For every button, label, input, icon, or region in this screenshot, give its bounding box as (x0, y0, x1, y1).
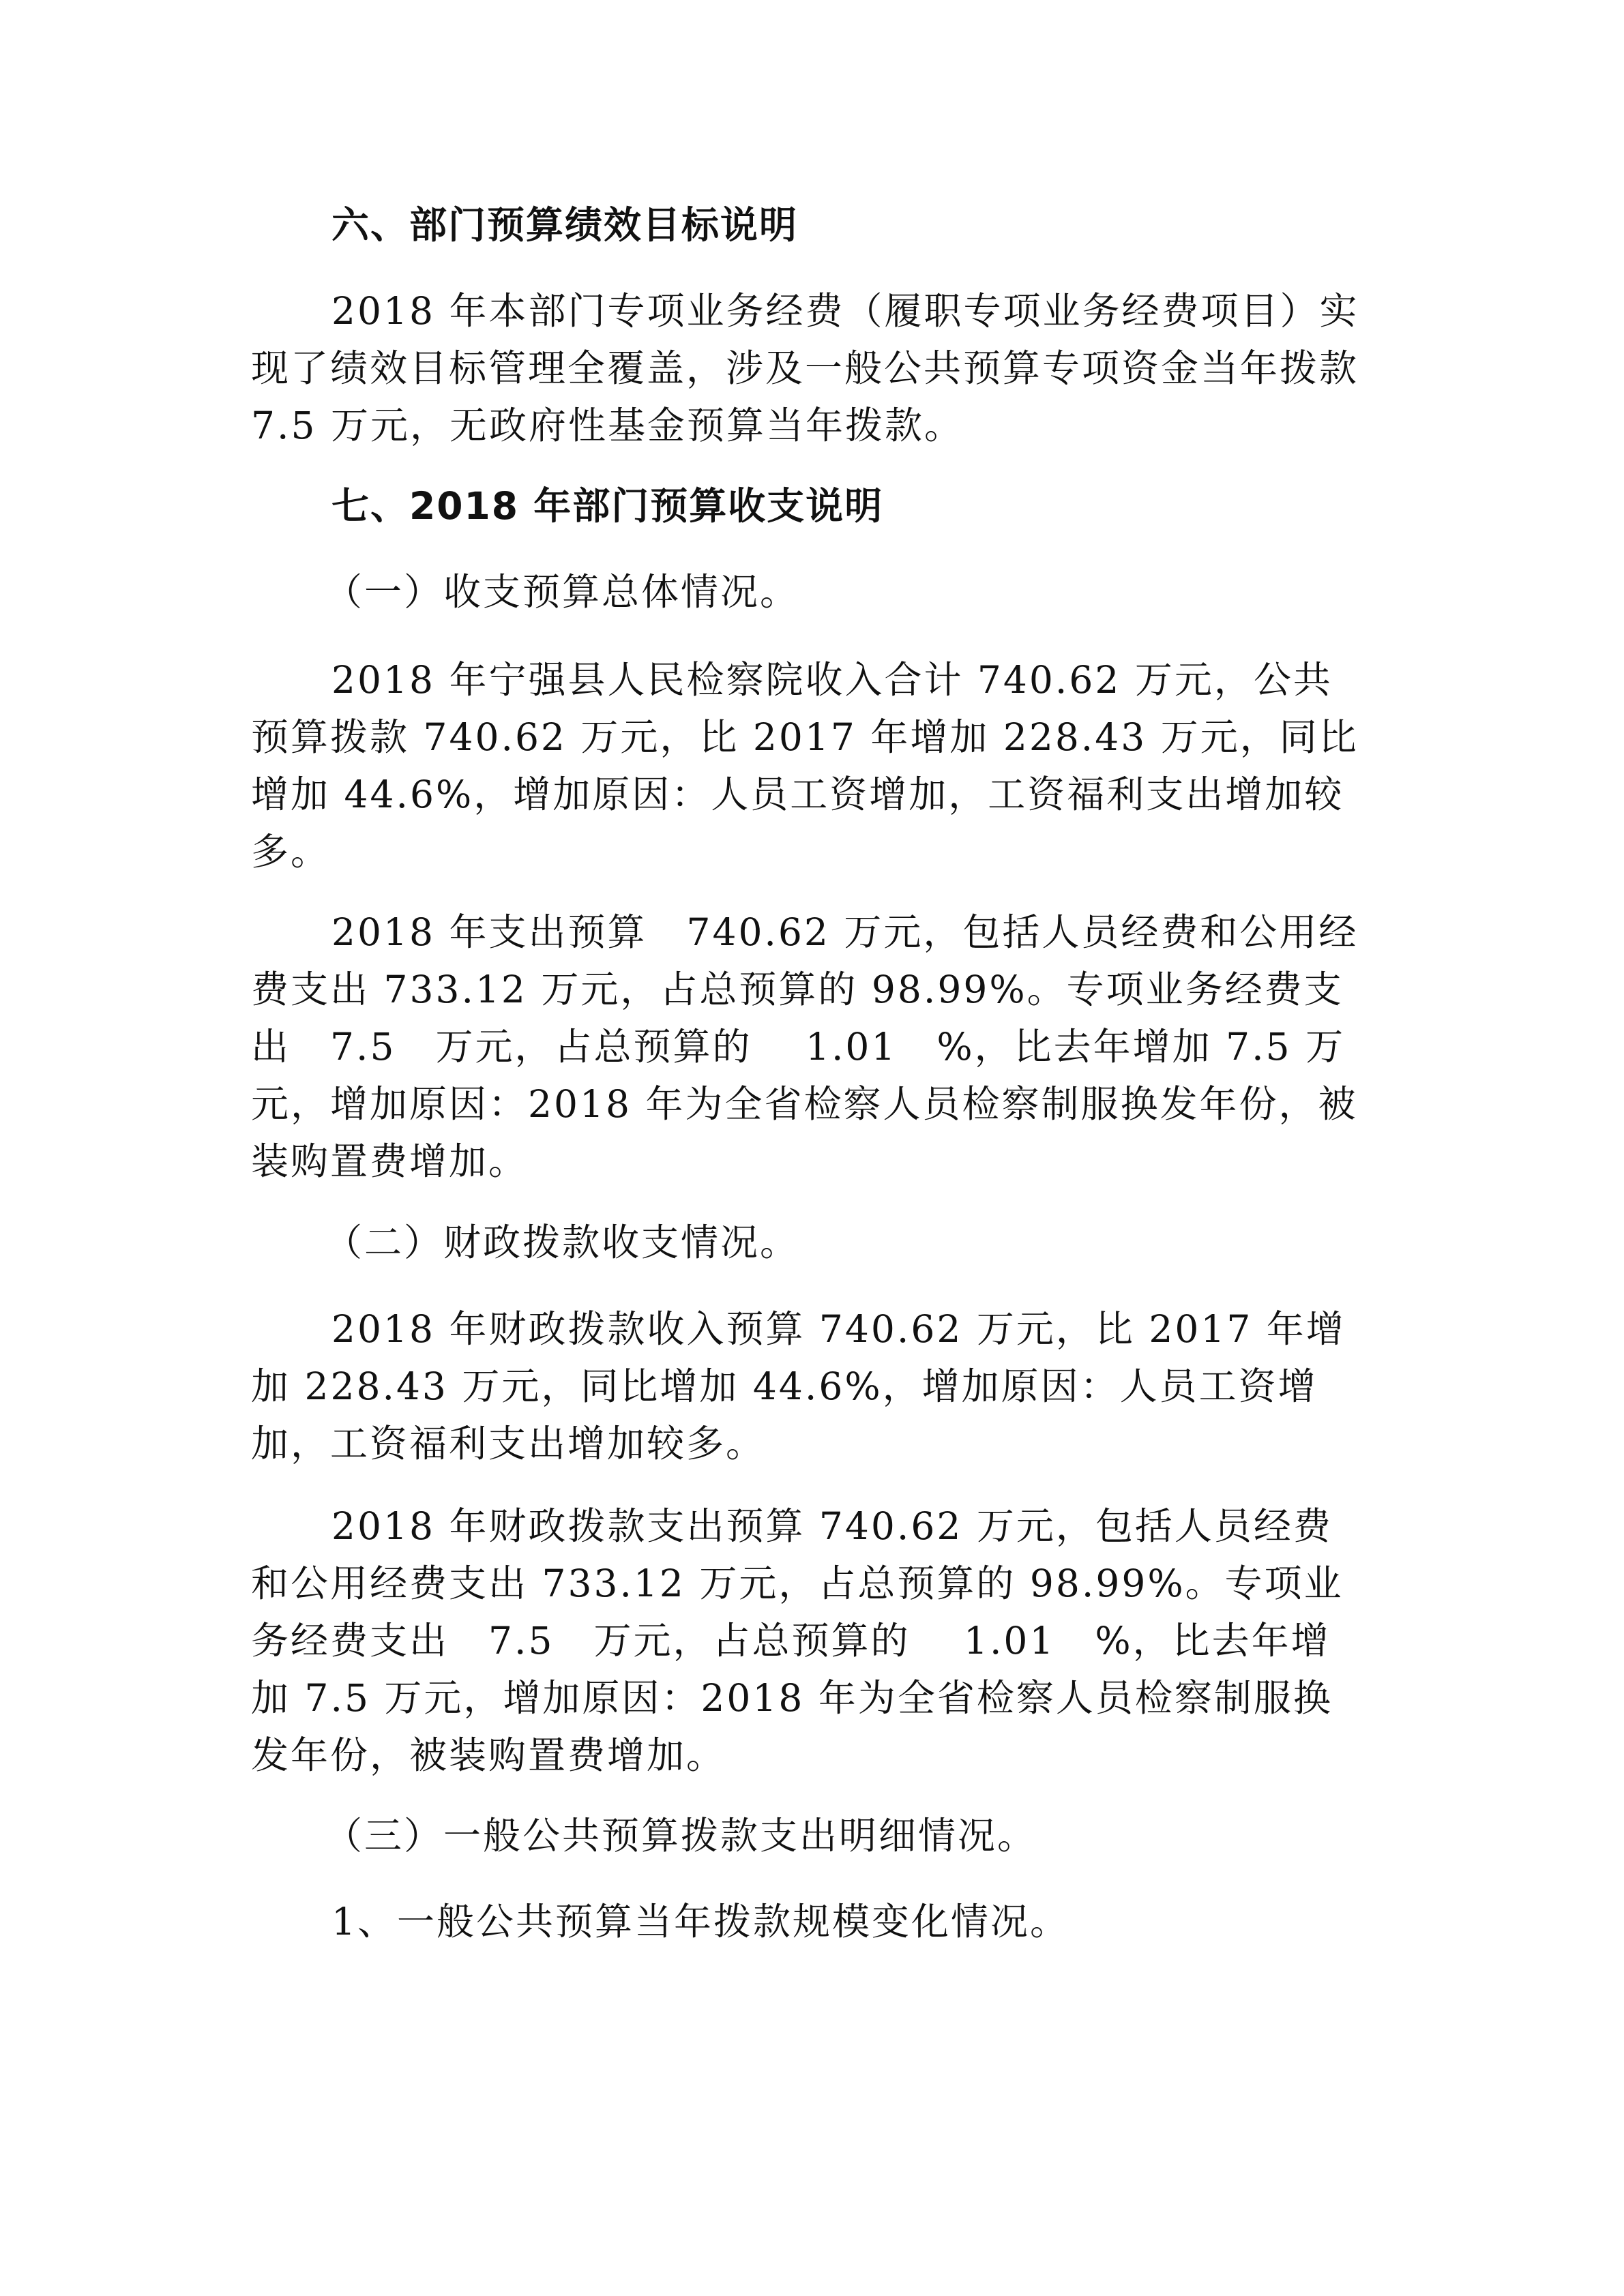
paragraph-performance-goals: 2018 年本部门专项业务经费（履职专项业务经费项目）实现了绩效目标管理全覆盖，涉及一般公共预算专项资金当年拨款 7.5 万元，无政府性基金预算当年拨款。 (251, 289, 1359, 447)
subsection-heading-fiscal-allocation: （二）财政拨款收支情况。 (325, 1221, 800, 1264)
paragraph-fiscal-income: 2018 年财政拨款收入预算 740.62 万元，比 2017 年增加 228.43 万元，同比增加 44.6%，增加原因：人员工资增加，工资福利支出增加较多。 (251, 1307, 1346, 1465)
subsection-heading-overall: （一）收支预算总体情况。 (325, 570, 800, 614)
paragraph-fiscal-expenditure: 2018 年财政拨款支出预算 740.62 万元，包括人员经费和公用经费支出 733.12 万元，占总预算的 98.99%。专项业务经费支出 7.5 万元，占总预算的 1.01 %，比去年增加 7.5 万元，增加原因：2018 年为全省检察人员检察制服换发年份，被装购置费增加。 (251, 1504, 1344, 1777)
paragraph-expenditure-budget: 2018 年支出预算 740.62 万元，包括人员经费和公用经费支出 733.12 万元，占总预算的 98.99%。专项业务经费支出 7.5 万元，占总预算的 1.01 %，比去年增加 7.5 万元，增加原因：2018 年为全省检察人员检察制服换发年份，被装购置费增加。 (251, 910, 1359, 1183)
paragraph-general-public-budget-scale: 1、一般公共预算当年拨款规模变化情况。 (331, 1900, 1069, 1943)
paragraph-income-total: 2018 年宁强县人民检察院收入合计 740.62 万元，公共预算拨款 740.62 万元，比 2017 年增加 228.43 万元，同比增加 44.6%，增加原因：人员工资增加，工资福利支出增加较多。 (251, 658, 1359, 874)
subsection-heading-general-public-budget: （三）一般公共预算拨款支出明细情况。 (325, 1814, 1037, 1858)
section-heading-budget-income-expenditure: 七、2018 年部门预算收支说明 (331, 484, 884, 528)
section-heading-performance-goals: 六、部门预算绩效目标说明 (331, 203, 799, 247)
